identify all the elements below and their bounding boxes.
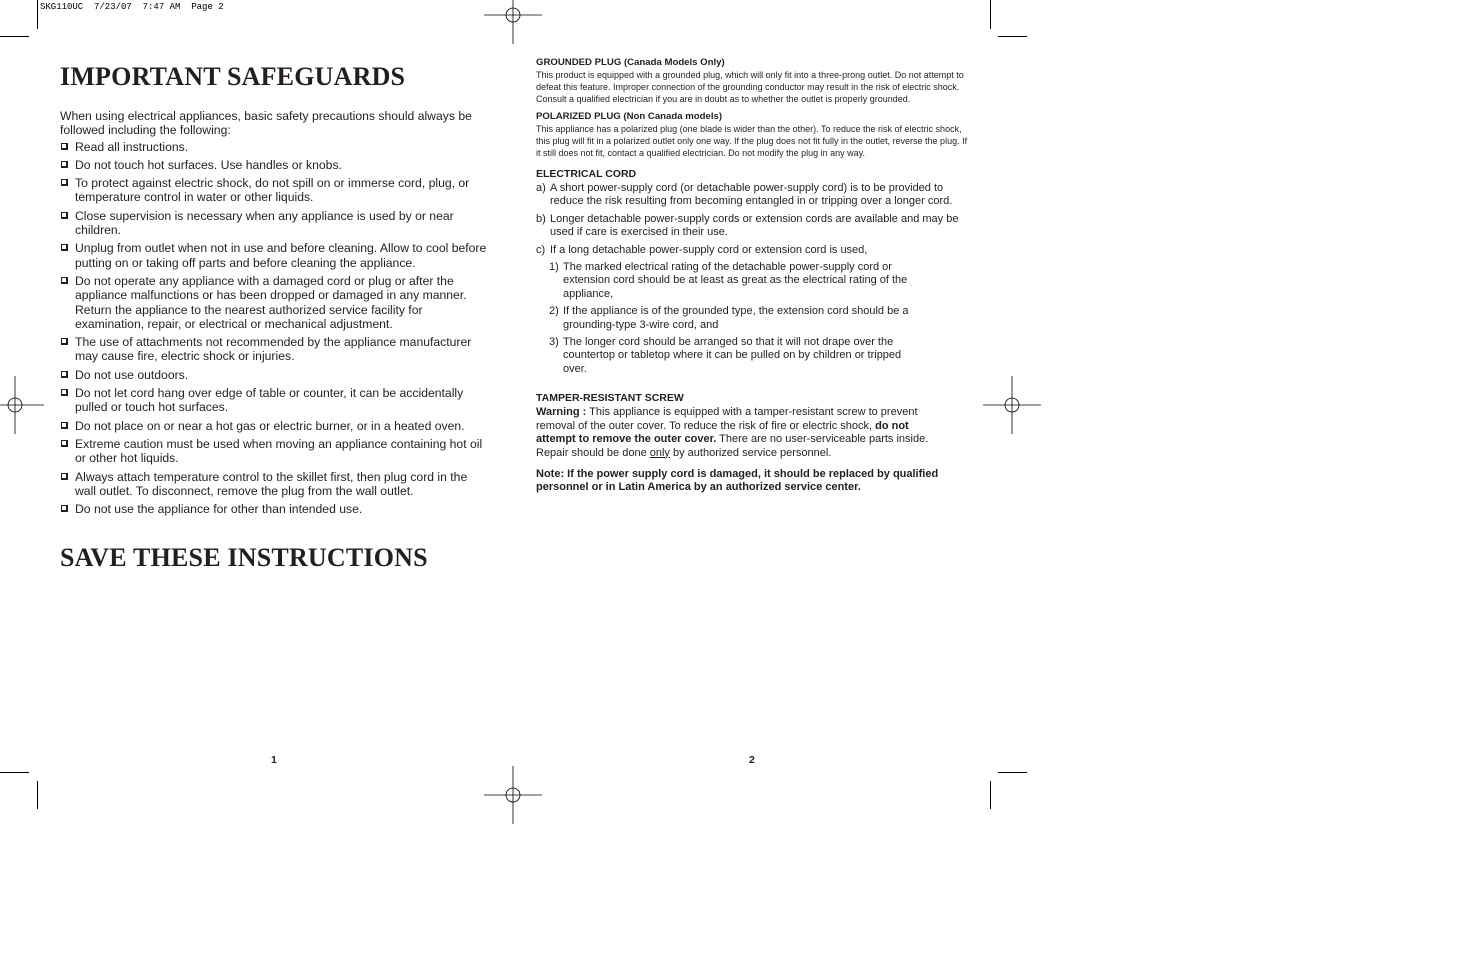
cord-item-b: b) Longer detachable power-supply cords or extension cords are available and may be used if care is exercised in their use.: [536, 212, 959, 239]
list-item: Do not operate any appliance with a damaged cord or plug or after the appliance malfunctions or has been dropped or damaged in any manner. Return the appliance to the nearest authorized service facility for examination, repair, or electrical or mechanical adjustment.: [60, 274, 490, 331]
cord-item-c: c) If a long detachable power-supply cord or extension cord is used,: [536, 243, 868, 256]
crop-mark: [37, 0, 38, 29]
grounded-plug-heading: GROUNDED PLUG (Canada Models Only): [536, 57, 725, 68]
list-item: Do not use outdoors.: [60, 368, 490, 382]
print-slug: SKG110UC 7/23/07 7:47 AM Page 2: [40, 2, 224, 12]
intro-paragraph: When using electrical appliances, basic safety precautions should always be followed including the following:: [60, 109, 472, 138]
crop-mark: [998, 36, 1027, 37]
checkbox-bullet-icon: [61, 212, 68, 219]
checkbox-bullet-icon: [61, 143, 68, 150]
grounded-plug-text: This product is equipped with a grounded plug, which will only fit into a three-prong outlet. Do not attempt to defeat this feature. Improper connection of the grounding conductor may result in the risk of electric shock. Consult a qualified electrician if you are in doubt as to whether the outlet is properly grounded.: [536, 70, 964, 104]
checkbox-bullet-icon: [61, 244, 68, 251]
crop-mark: [37, 781, 38, 809]
registration-mark-icon: [484, 766, 542, 824]
safeguard-list: [60, 140, 490, 517]
crop-mark: [0, 36, 29, 37]
list-item: To protect against electric shock, do not spill on or immerse cord, plug, or temperature control in water or other liquids.: [60, 176, 490, 205]
checkbox-bullet-icon: [61, 179, 68, 186]
crop-mark: [998, 772, 1027, 773]
checkbox-bullet-icon: [61, 473, 68, 480]
polarized-plug-heading: POLARIZED PLUG (Non Canada models): [536, 111, 723, 122]
cord-item-a: a) A short power-supply cord (or detachable power-supply cord) is to be provided to reduce the risk resulting from becoming entangled in or tripping over a longer cord.: [536, 182, 953, 208]
checkbox-bullet-icon: [61, 161, 68, 168]
registration-mark-icon: [983, 376, 1041, 434]
checkbox-bullet-icon: [61, 277, 68, 284]
checkbox-bullet-icon: [61, 422, 68, 429]
checkbox-bullet-icon: [61, 338, 68, 345]
crop-mark: [0, 772, 29, 773]
list-item: Do not touch hot surfaces. Use handles or knobs.: [60, 158, 490, 172]
cord-subitem-3: 3) The longer cord should be arranged so that it will not drape over the countertop or tabletop where it can be pulled on by children or tripped over.: [549, 336, 902, 375]
checkbox-bullet-icon: [61, 389, 68, 396]
page-number-left: 1: [271, 754, 277, 766]
list-item: The use of attachments not recommended by the appliance manufacturer may cause fire, electric shock or injuries.: [60, 335, 490, 364]
left-page: [60, 62, 490, 573]
list-item: Unplug from outlet when not in use and before cleaning. Allow to cool before putting on or taking off parts and before cleaning the appliance.: [60, 241, 490, 270]
tamper-screw-heading: TAMPER-RESISTANT SCREW: [536, 392, 684, 405]
save-instructions-title: SAVE THESE INSTRUCTIONS: [60, 543, 428, 573]
registration-mark-icon: [484, 0, 542, 44]
checkbox-bullet-icon: [61, 440, 68, 447]
checkbox-bullet-icon: [61, 505, 68, 512]
cord-subitem-1: 1) The marked electrical rating of the detachable power-supply cord or extension cord should be at least as great as the electrical rating of the appliance,: [549, 261, 908, 300]
list-item: Extreme caution must be used when moving an appliance containing hot oil or other hot liquids.: [60, 437, 490, 466]
registration-mark-icon: [0, 376, 44, 434]
page-title: IMPORTANT SAFEGUARDS: [60, 62, 406, 91]
list-item: Always attach temperature control to the skillet first, then plug cord in the wall outlet. To disconnect, remove the plug from the wall outlet.: [60, 470, 490, 499]
page-number-right: 2: [749, 754, 755, 766]
list-item: Close supervision is necessary when any appliance is used by or near children.: [60, 209, 490, 238]
list-item: Do not use the appliance for other than intended use.: [60, 502, 490, 516]
cord-subitem-2: 2) If the appliance is of the grounded type, the extension cord should be a grounding-type 3-wire cord, and: [549, 305, 909, 331]
note-paragraph: Note: If the power supply cord is damaged, it should be replaced by qualified personnel or in Latin America by an authorized service center.: [536, 467, 939, 494]
crop-mark: [990, 781, 991, 809]
list-item: Read all instructions.: [60, 140, 490, 154]
list-item: Do not let cord hang over edge of table or counter, it can be accidentally pulled or touch hot surfaces.: [60, 386, 490, 415]
polarized-plug-text: This appliance has a polarized plug (one blade is wider than the other). To reduce the risk of electric shock, this plug will fit in a polarized outlet only one way. If the plug does not fit fully in the outlet, reverse the plug. If it still does not fit, contact a qualified electrician. Do not modify the plug in any way.: [536, 124, 968, 158]
list-item: Do not place on or near a hot gas or electric burner, or in a heated oven.: [60, 419, 490, 433]
electrical-cord-heading: ELECTRICAL CORD: [536, 168, 637, 180]
crop-mark: [990, 0, 991, 29]
right-page: [536, 57, 970, 495]
checkbox-bullet-icon: [61, 371, 68, 378]
tamper-screw-text: Warning : This appliance is equipped with a tamper-resistant screw to prevent removal of the outer cover. To reduce the risk of fire or electric shock, do not attempt to remove the outer cover. There are no user-serviceable parts inside. Repair should be done only by authorized service personnel.: [536, 406, 929, 459]
